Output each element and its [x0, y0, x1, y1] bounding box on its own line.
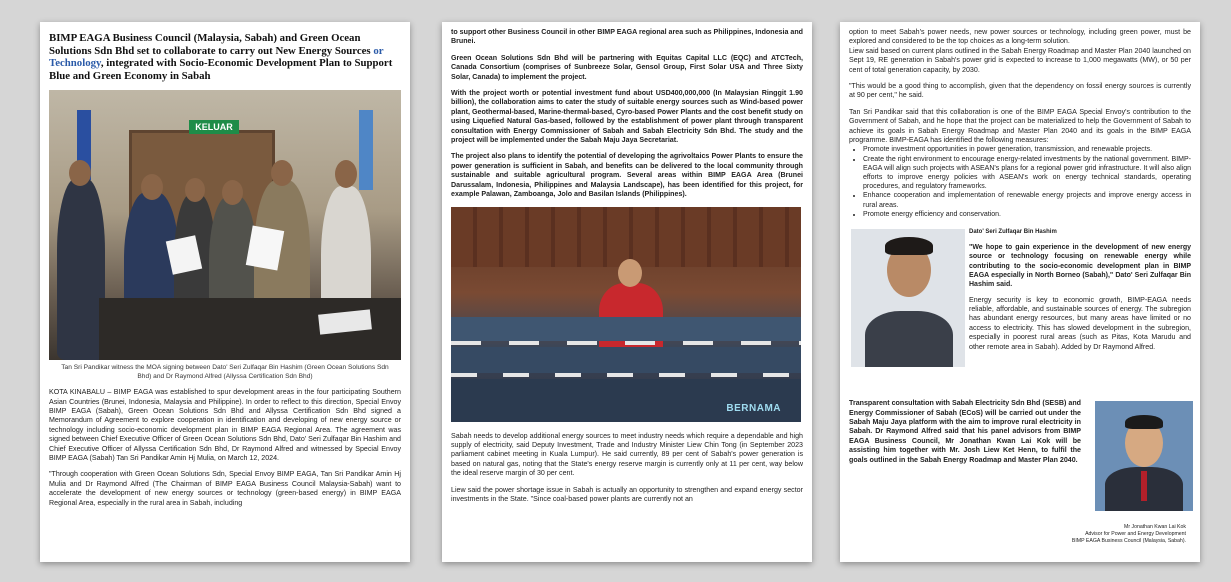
title-highlight: or Technology — [49, 44, 384, 69]
paragraph: "This would be a good thing to accomplish, given that the dependency on fossil energy sources is currently at 90 per cent," he said. — [849, 82, 1191, 100]
paragraph: Tan Sri Pandikar said that this collaboration is one of the BIMP EAGA Special Envoy's contribution to the Government of Sabah, and he hope that the project can be materialized to help the Government of Sabah to achieve its goals in Sabah Energy Roadmap and Master Plan 2040 and its goals in the BIMP EAGA programme. BIMP-EAGA has identified the following measures: — [849, 107, 1191, 145]
watermark: BERNAMA — [726, 402, 781, 414]
paragraph: "Through cooperation with Green Ocean Solutions Sdn, Special Envoy BIMP EAGA, Tan Sri Pandikar Amin Hj Mulia and Dr Raymond Alfred (The Chairman of BIMP EAGA Business Council Malaysia-Sabah) want to accelerate the development of new energy sources or technology (green-based energy) in BIMP EAGA Regional Area, especially in the rural area in Sabah, including — [49, 470, 401, 507]
list-item: • Enhance cooperation and implementation of renewable energy projects and improve energy access in rural areas. — [863, 191, 1191, 209]
paragraph: to support other Business Council in other BIMP EAGA regional area such as Philippines, Indonesia and Brunei. — [451, 28, 803, 46]
article-title — [49, 32, 401, 82]
list-item: • Create the right environment to encourage energy-related investments by the national government. BIMP-EAGA will align such projects with ASEAN's plans for a regional power grid infrastructure. It will also align efforts to improve energy policies with ASEAN's work on energy technical standards, operating procedures, and regulatory frameworks. — [863, 155, 1191, 192]
wall-panels — [451, 207, 801, 267]
portrait-zulfaqar — [851, 229, 965, 367]
title-main: BIMP EAGA Business Council (Malaysia, Sabah) and Green Ocean Solutions Sdn Bhd set to collaborate to carry out New Energy Sources — [49, 32, 371, 57]
bench-row-2 — [451, 347, 801, 373]
parliament-photo — [451, 207, 801, 422]
quote: "We hope to gain experience in the development of new energy source or technology focusing on renewable energy while contributing to the socio-economic development plan in BIMP EAGA especially in North Borneo (Sabah)," Dato' Seri Zulfaqar Bin Hashim said. — [969, 244, 1191, 289]
paragraph: Energy security is key to economic growth, BIMP-EAGA needs reliable, affordable, and sustainable sources of energy. The subregion has abundant energy resources, but many areas have limited or no access to electricity. This has slowed development in the subregion, especially in poorest rural areas (such as Pitas, Kota Marudu and other remote area in Sabah). Added by Dr Raymond Alfred. — [969, 295, 1191, 351]
paragraph: The project also plans to identify the potential of developing the agrivoltaics Power Plants to ensure the power generation is sufficient in Sabah, and benefits can be delivered to the local community through sustainable and suitable agricultural program. Several areas within BIMP EAGA Area (Brunei Darussalam, Indonesia, Philippines and Malaysia Landscape), has been identified for this project, for example Palawan, Zamboanga, Jolo and Basilan Islands (Philippines). — [451, 152, 803, 199]
paragraph: Green Ocean Solutions Sdn Bhd will be partnering with Equitas Capital LLC (EQC) and ATCTech, Canada Consortium (comprises of Sunbreeze Solar, Gensol Group, First Solar USA and Three Sixty Solar, Canada) to implement the project. — [451, 53, 803, 81]
signature-block: Mr Jonathan Kwan Lai Kok Advisor for Power and Energy Development BIMP EAGA Business Council (Malaysia, Sabah). — [1071, 524, 1186, 544]
list-item: • Promote investment opportunities in power generation, transmission, and renewable projects. — [863, 145, 1191, 154]
paragraph: KOTA KINABALU – BIMP EAGA was established to spur development areas in the four participating Southern Asian Countries (Brunei, Indonesia, Malaysia and Philippine). In order to reflect to this direction, Special Envoy BIMP EAGA (Sabah), Green Ocean Solutions Sdn Bhd and Allyssa Certification Sdn Bhd signed a Memorandum of Agreement to explore cooperation in identification and developing of new energy source or technology including socio-economic development plan in BIMP EAGA Regional Area. The agreement was signed between Chief Executive Officer of Green Ocean Solutions Sdn Bhd, Dato' Seri Zulfaqar Bin Hashim and Chief Executive Officer of Allyssa Certification Sdn Bhd, Dr Raymond Alfred and witnessed by Special Envoy BIMP EAGA (Sabah) Tan Sri Pandikar Amin Hj Mulia, on March 12, 2024. — [49, 388, 401, 463]
exit-sign: KELUAR — [189, 120, 239, 134]
flag-right — [359, 110, 373, 190]
document-right — [246, 226, 284, 271]
paragraph: Liew said the power shortage issue in Sabah is actually an opportunity to strengthen and expand energy sector investments in the State. "Since coal-based power plants are currently not an — [451, 485, 803, 503]
paragraph: option to meet Sabah's power needs, new power sources or technology, including green power, must be explored and considered to be the top choices as a long-term solution. — [849, 28, 1191, 46]
document-page-3 — [840, 22, 1200, 562]
photo-caption: Tan Sri Pandikar witness the MOA signing between Dato' Seri Zulfaqar Bin Hashim (Green Ocean Solutions Sdn Bhd) and Dr Raymond Alfred (Allyssa Certification Sdn Bhd) — [61, 364, 389, 380]
title-rest: , integrated with Socio-Economic Development Plan to Support Blue and Green Economy in Sabah — [49, 57, 393, 82]
signing-ceremony-photo — [49, 90, 401, 360]
paragraph: Sabah needs to develop additional energy sources to meet industry needs which require a dependable and high supply of electricity, said Deputy Investment, Trade and Industry Minister Liew Chin Tong (in September 2023 parliament cabinet meeting in Kuala Lumpur). He said currently, 89 per cent of Sabah's power generation is based on natural gas, noting that the State's energy reserve margin is currently only at 11 per cent, way below the ideal reserve margin of 30 per cent. — [451, 431, 803, 478]
list-item: • Promote energy efficiency and conservation. — [863, 210, 1191, 219]
portrait-jonathan — [1095, 401, 1193, 511]
document-page-2 — [442, 22, 812, 562]
paragraph: With the project worth or potential investment fund about USD400,000,000 (In Malaysian Ringgit 1.90 billion), the collaboration aims to cater the study of suitable energy sources such as Wind-based power plant, Geothermal-based, Marine-thermal-based, Cyro-based Power Plants and the cost benefit study on using Liquefied Natural Gas-based, followed by the establishment of power plant through transparent consultation with Energy Commissioner of Sabah and Sabah Electricity Sdn Bhd. The study and the project will be implemented under the Sabah Maju Jaya Secretariat. — [451, 89, 803, 145]
portrait-name: Dato' Seri Zulfaqar Bin Hashim — [969, 229, 1057, 236]
paragraph: Liew said based on current plans outlined in the Sabah Energy Roadmap and Master Plan 2040 launched on Sept 19, RE generation in Sabah's power grid is expected to increase to 1,000 megawatts (MW), or 50 per cent of total generation capacity, by 2030. — [849, 46, 1191, 74]
measures-list — [849, 145, 1191, 219]
person-1 — [57, 178, 105, 360]
paragraph: Transparent consultation with Sabah Electricity Sdn Bhd (SESB) and Energy Commissioner of Sabah (ECoS) will be carried out under the Sabah Maju Jaya platform with the aim to improve rural electricity in Sabah. Dr Raymond Alfred said that his panel advisors from BIMP EAGA Business Council, Mr Jonathan Kwan Lai Kok will be assisting him together with Mr. Josh Liew Ket Henn, to fulfil the goals outlined in the Sabah Energy Roadmap and Master Plan 2040. — [849, 399, 1081, 464]
document-page-1 — [40, 22, 410, 562]
bench-row-3 — [451, 379, 801, 422]
bench-row-1 — [451, 317, 801, 341]
